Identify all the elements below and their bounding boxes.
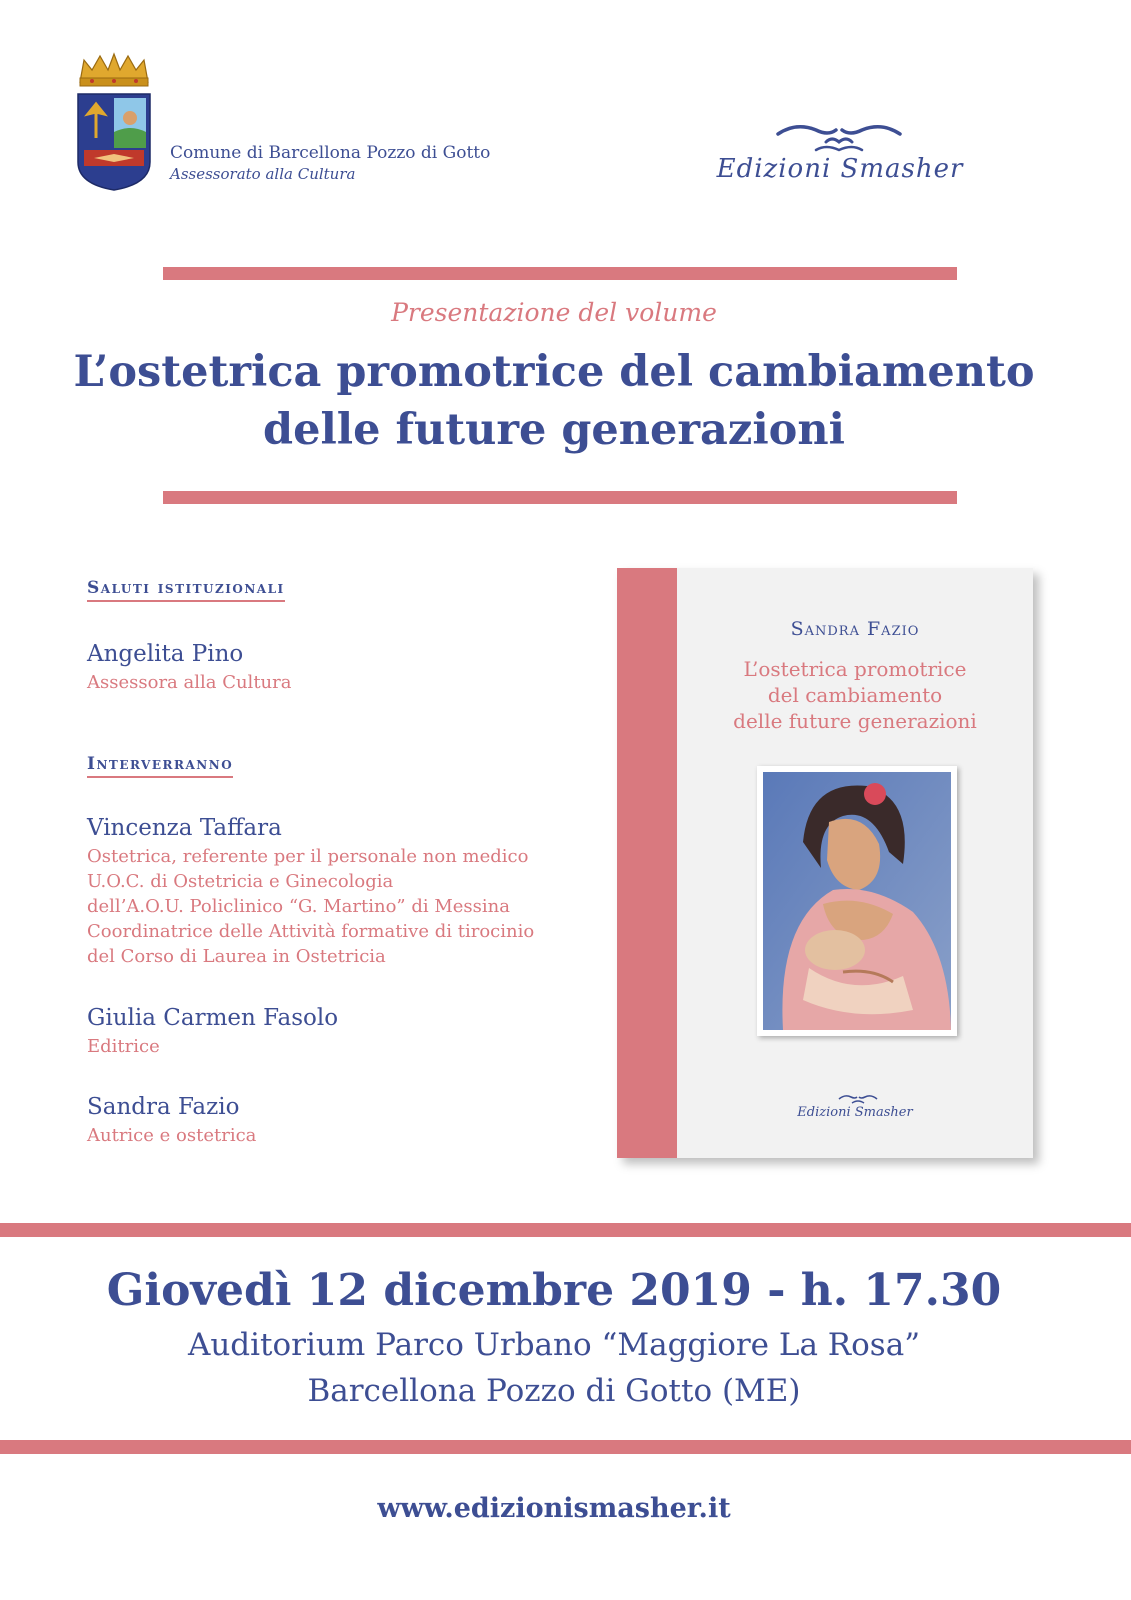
event-date: Giovedì 12 dicembre 2019 - h. 17.30	[106, 1265, 1002, 1316]
book-publisher: Edizioni Smasher	[797, 1105, 913, 1120]
divider-rule	[163, 491, 957, 504]
role-line: Editrice	[87, 1036, 160, 1057]
event-venue: Auditorium Parco Urbano “Maggiore La Rosa”	[187, 1327, 921, 1363]
title-line: delle future generazioni	[263, 405, 845, 455]
comune-name: Comune di Barcellona Pozzo di Gotto	[170, 143, 491, 163]
role-line: U.O.C. di Ostetricia e Ginecologia	[87, 871, 394, 892]
role-line: Assessora alla Cultura	[87, 672, 292, 693]
comune-subtitle: Assessorato alla Cultura	[170, 165, 356, 183]
event-city: Barcellona Pozzo di Gotto (ME)	[307, 1373, 801, 1409]
role-line: Ostetrica, referente per il personale non medico	[87, 846, 529, 867]
book-title-line: del cambiamento	[767, 683, 943, 707]
role-line: Autrice e ostetrica	[87, 1125, 257, 1146]
speaker-name: Angelita Pino	[87, 641, 244, 667]
page-title	[0, 343, 1108, 459]
role-line: dell’A.O.U. Policlinico “G. Martino” di Messina	[87, 896, 510, 917]
section-heading-saluti: Saluti istituzionali	[87, 578, 285, 602]
speaker-name: Vincenza Taffara	[87, 815, 282, 841]
website-link[interactable]: www.edizionismasher.it	[377, 1493, 731, 1524]
role-line: Coordinatrice delle Attività formative di tirocinio	[87, 921, 535, 942]
municipal-crest-icon	[76, 52, 152, 192]
publisher-name: Edizioni Smasher	[716, 154, 964, 184]
cover-painting	[757, 766, 957, 1036]
speaker-name: Sandra Fazio	[87, 1094, 240, 1120]
speaker-role	[87, 1034, 160, 1059]
speaker-role	[87, 844, 534, 969]
book-title-line: L’ostetrica promotrice	[743, 657, 967, 681]
divider-rule	[163, 267, 957, 280]
intro-label: Presentazione del volume	[391, 298, 717, 327]
speaker-role	[87, 1123, 256, 1148]
book-cover	[617, 568, 1033, 1158]
book-spine	[617, 568, 677, 1158]
publisher-wave-logo-icon	[838, 1092, 878, 1106]
divider-rule	[0, 1440, 1131, 1454]
book-title	[677, 656, 1033, 734]
publisher-wave-logo-icon	[776, 120, 902, 154]
role-line: del Corso di Laurea in Ostetricia	[87, 946, 386, 967]
book-author: Sandra Fazio	[790, 618, 920, 640]
title-line: L’ostetrica promotrice del cambiamento	[73, 347, 1035, 397]
book-title-line: delle future generazioni	[733, 709, 977, 733]
speaker-role	[87, 670, 291, 695]
speaker-name: Giulia Carmen Fasolo	[87, 1005, 339, 1031]
section-heading-interverranno: Interverranno	[87, 754, 233, 778]
divider-rule	[0, 1223, 1131, 1237]
